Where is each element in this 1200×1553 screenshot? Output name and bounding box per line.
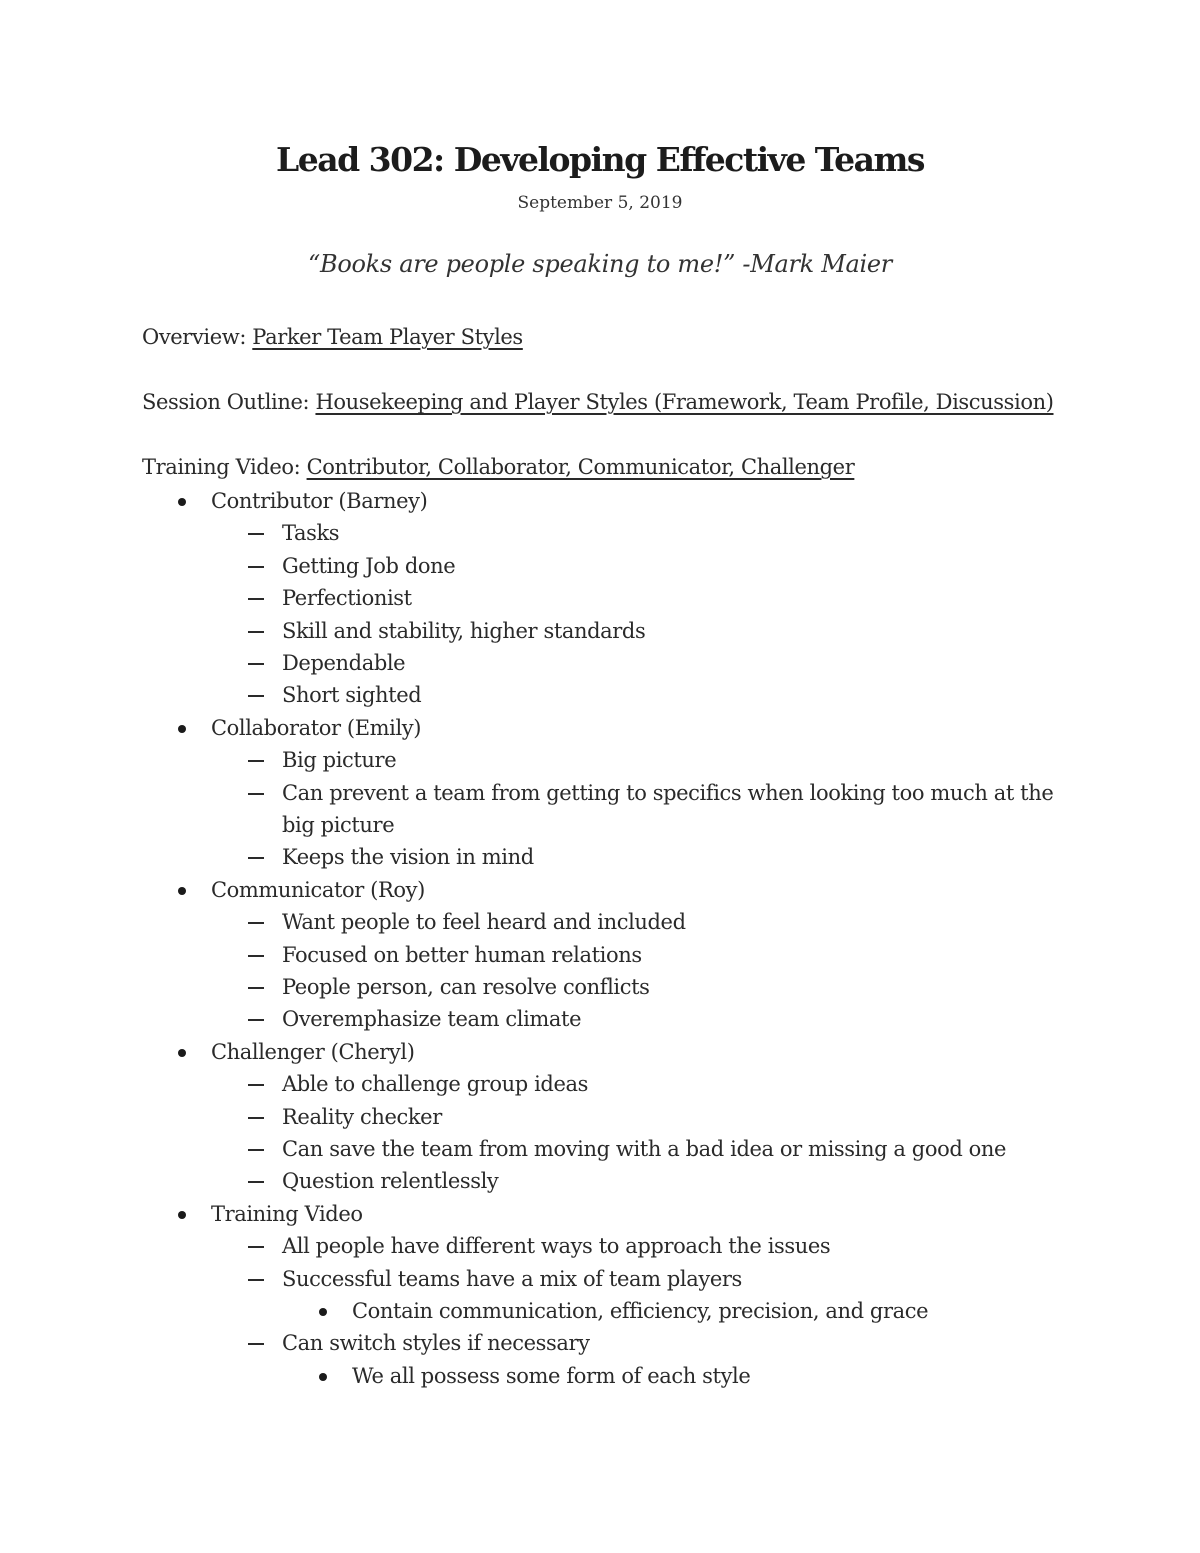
dash-icon <box>248 955 264 957</box>
sub-list-item: Contain communication, efficiency, precision, and grace <box>352 1299 929 1323</box>
list-item: Reality checker <box>282 1104 442 1129</box>
dash-icon <box>248 857 264 859</box>
bullet-dot-icon <box>178 498 186 506</box>
section-heading: Contributor (Barney) <box>211 489 428 513</box>
sub-list-item: We all possess some form of each style <box>352 1363 751 1388</box>
session-outline-value: Housekeeping and Player Styles (Framework, Team Profile, Discussion) <box>315 390 1054 414</box>
list-item: Skill and stability, higher standards <box>282 618 646 643</box>
bullet-dot-icon <box>178 887 186 895</box>
dash-icon <box>248 533 264 535</box>
dash-icon <box>248 1246 264 1248</box>
overview-value: Parker Team Player Styles <box>252 325 523 349</box>
overview-line <box>142 325 523 349</box>
list-item: Able to challenge group ideas <box>282 1072 588 1097</box>
dash-icon <box>248 1084 264 1086</box>
list-item: Question relentlessly <box>282 1169 499 1194</box>
dash-icon <box>248 1181 264 1183</box>
list-item: Can switch styles if necessary <box>282 1331 590 1356</box>
list-item: Can prevent a team from getting to specifics when looking too much at the <box>282 780 1054 805</box>
list-item: Getting Job done <box>282 553 456 578</box>
session-outline-line <box>142 390 1054 414</box>
dash-icon <box>248 566 264 568</box>
bullet-dot-icon <box>178 725 186 733</box>
dash-icon <box>248 1117 264 1119</box>
training-video-value: Contributor, Collaborator, Communicator, Challenger <box>306 455 855 479</box>
list-item: People person, can resolve conflicts <box>282 975 650 999</box>
training-video-label: Training Video: <box>142 455 301 479</box>
list-item: Want people to feel heard and included <box>282 910 686 935</box>
bullet-dot-icon <box>178 1211 186 1219</box>
list-item: Can save the team from moving with a bad idea or missing a good one <box>282 1137 1007 1161</box>
dash-icon <box>248 760 264 762</box>
dash-icon <box>248 1149 264 1151</box>
list-item: Overemphasize team climate <box>282 1007 582 1032</box>
document-title: Lead 302: Developing Effective Teams <box>276 140 924 179</box>
list-item: Perfectionist <box>282 586 412 611</box>
dash-icon <box>248 663 264 665</box>
list-item: Keeps the vision in mind <box>282 845 534 870</box>
dash-icon <box>248 631 264 633</box>
bullet-dot-icon <box>319 1308 327 1316</box>
section-heading: Collaborator (Emily) <box>211 715 422 740</box>
dash-icon <box>248 1279 264 1281</box>
list-item: Big picture <box>282 748 397 773</box>
dash-icon <box>248 598 264 600</box>
dash-icon <box>248 987 264 989</box>
document-date: September 5, 2019 <box>517 193 683 213</box>
quote: “Books are people speaking to me!” -Mark Maier <box>308 250 892 278</box>
list-item: All people have different ways to approach the issues <box>282 1234 831 1259</box>
dash-icon <box>248 1343 264 1345</box>
list-item: Successful teams have a mix of team players <box>282 1266 742 1291</box>
list-item: Tasks <box>282 521 340 546</box>
training-video-line <box>142 455 854 479</box>
list-item: Dependable <box>282 651 406 675</box>
dash-icon <box>248 793 264 795</box>
dash-icon <box>248 695 264 697</box>
dash-icon <box>248 1019 264 1021</box>
overview-label: Overview: <box>142 325 247 349</box>
list-item: Focused on better human relations <box>282 942 642 967</box>
bullet-dot-icon <box>178 1049 186 1057</box>
section-heading: Training Video <box>211 1201 363 1226</box>
section-heading: Communicator (Roy) <box>211 877 425 902</box>
session-outline-label: Session Outline: <box>142 390 310 414</box>
section-heading: Challenger (Cheryl) <box>211 1039 415 1064</box>
list-item-continuation: big picture <box>282 813 395 837</box>
list-item: Short sighted <box>282 683 422 708</box>
bullet-dot-icon <box>319 1373 327 1381</box>
dash-icon <box>248 922 264 924</box>
